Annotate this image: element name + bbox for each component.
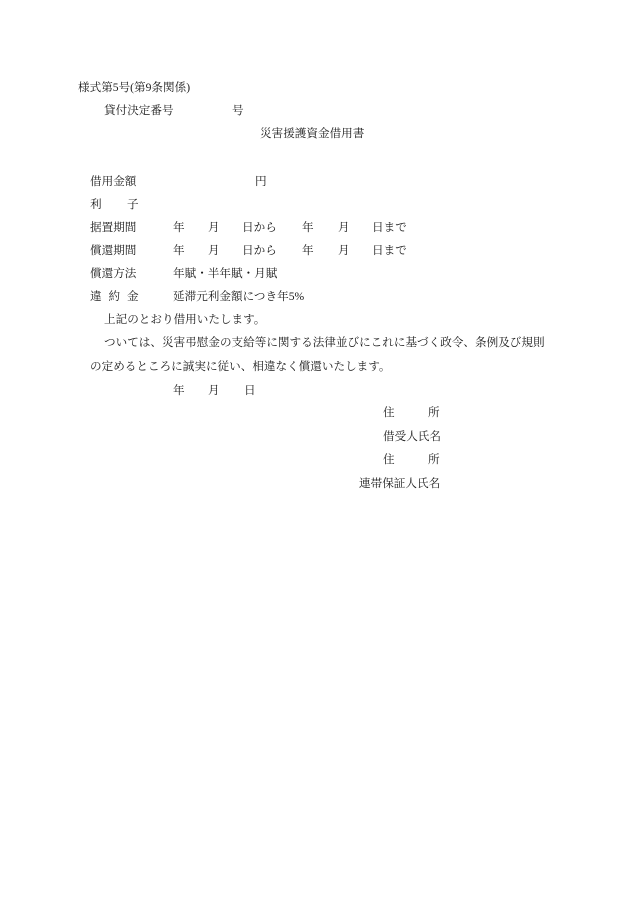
statement-line-3: の定めるところに誠実に従い、相違なく償還いたします。 [90,360,391,373]
deferment-month-from: 月 [208,221,220,234]
form-number: 様式第5号(第9条関係) [78,81,191,94]
deferment-day-from: 日から [242,221,277,234]
guarantor-address-label-last: 所 [428,453,440,466]
date-year: 年 [173,384,185,397]
document-title: 災害援護資金借用書 [260,127,365,140]
decision-number-suffix: 号 [232,104,244,117]
deferment-year-to: 年 [302,221,314,234]
statement-line-2: ついては、災害弔慰金の支給等に関する法律並びにこれに基づく政令、条例及び規則 [104,336,545,349]
repayment-year-from: 年 [173,244,185,257]
deferment-day-to: 日まで [372,221,407,234]
repayment-method-label: 償還方法 [90,267,137,280]
date-month: 月 [208,384,220,397]
repayment-method-value: 年賦・半年賦・月賦 [173,267,278,280]
penalty-label: 違 約 金 [90,290,141,303]
borrower-name-label: 借受人氏名 [383,430,441,443]
guarantor-name-label: 連帯保証人氏名 [359,477,441,490]
loan-amount-label: 借用金額 [90,175,137,188]
borrower-address-label-first: 住 [383,406,395,419]
repayment-period-label: 償還期間 [90,244,137,257]
loan-amount-unit: 円 [255,175,267,188]
interest-label-first: 利 [90,198,102,211]
decision-number-label: 貸付決定番号 [104,104,174,117]
repayment-month-from: 月 [208,244,220,257]
guarantor-address-label-first: 住 [383,453,395,466]
deferment-period-label: 据置期間 [90,221,137,234]
penalty-value: 延滞元利金額につき年5% [173,290,305,303]
statement-line-1: 上記のとおり借用いたします。 [104,313,266,326]
interest-label-last: 子 [127,198,139,211]
repayment-day-from: 日から [242,244,277,257]
repayment-month-to: 月 [338,244,350,257]
repayment-day-to: 日まで [372,244,407,257]
date-day: 日 [244,384,256,397]
borrower-address-label-last: 所 [428,406,440,419]
deferment-year-from: 年 [173,221,185,234]
repayment-year-to: 年 [302,244,314,257]
deferment-month-to: 月 [338,221,350,234]
